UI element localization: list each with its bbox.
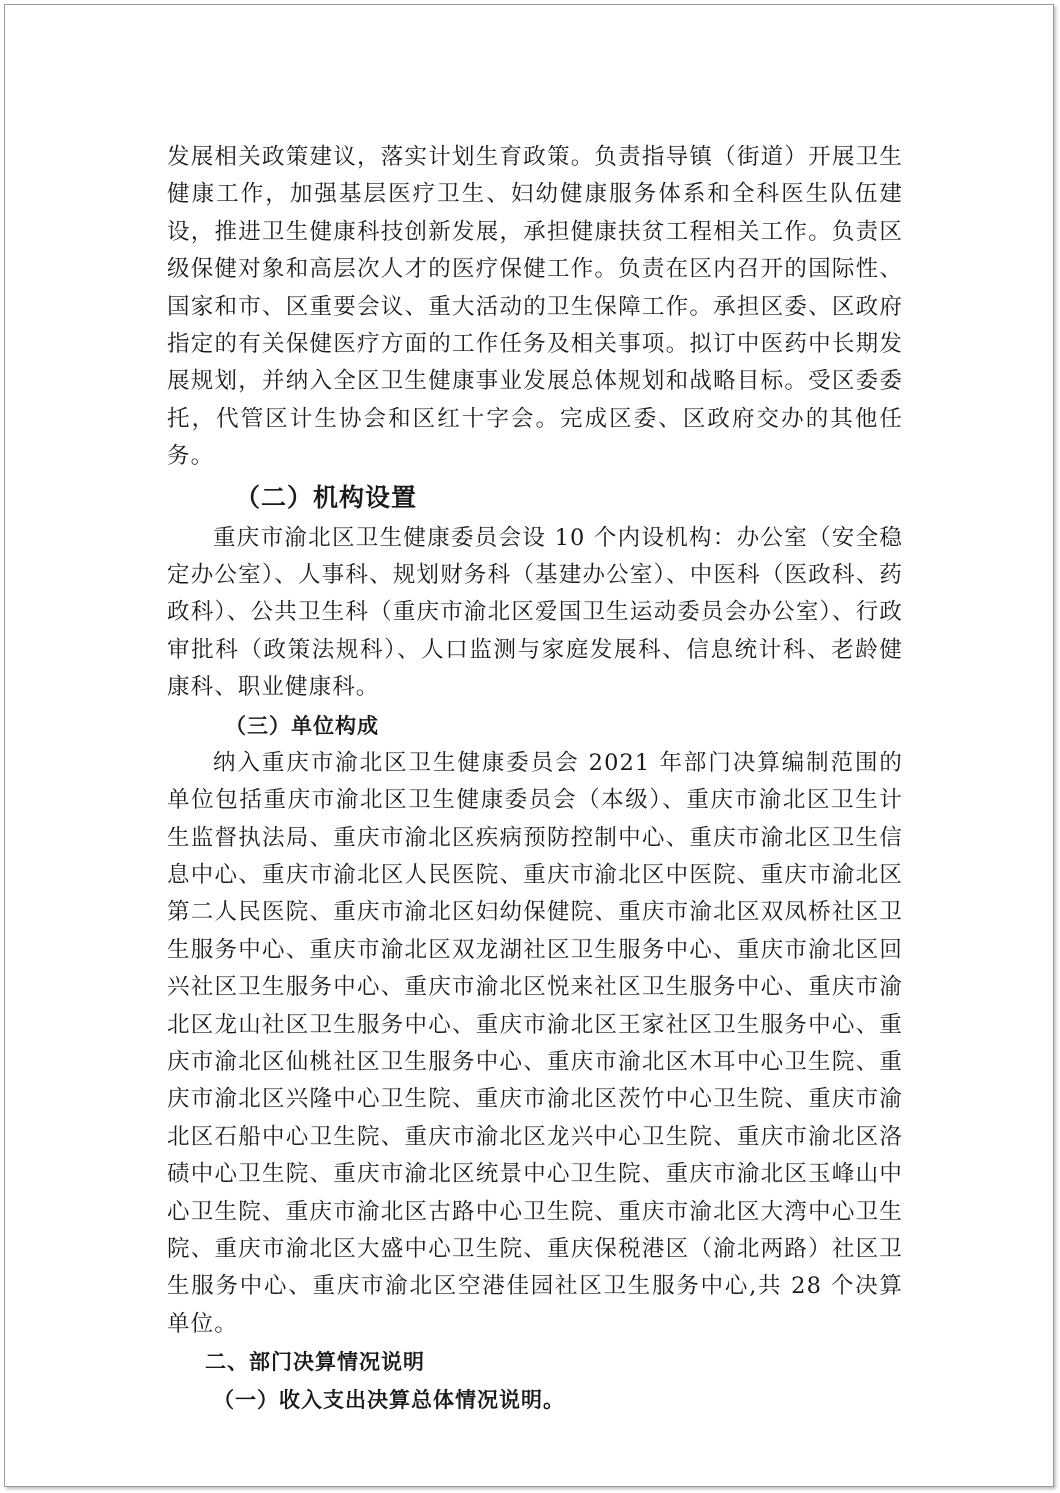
- heading-final-accounts-description: 二、部门决算情况说明: [205, 1350, 425, 1375]
- heading-unit-composition: （三）单位构成: [225, 713, 379, 738]
- paragraph-responsibilities: 发展相关政策建议，落实计划生育政策。负责指导镇（街道）开展卫生健康工作，加强基层医疗卫生、妇幼健康服务体系和全科医生队伍建设，推进卫生健康科技创新发展，承担健康扶贫工程相关工作。负责区级保健对象和高层次人才的医疗保健工作。负责在区内召开的国际性、国家和市、区重要会议、重大活动的卫生保障工作。承担区委、区政府指定的有关保健医疗方面的工作任务及相关事项。拟订中医药中长期发展规划，并纳入全区卫生健康事业发展总体规划和战略目标。受区委委托，代管区计生协会和区红十字会。完成区委、区政府交办的其他任务。: [167, 144, 903, 470]
- document-body: [167, 139, 903, 1419]
- heading-institution-setup: （二）机构设置: [235, 482, 418, 512]
- paragraph-unit-composition: 纳入重庆市渝北区卫生健康委员会 2021 年部门决算编制范围的单位包括重庆市渝北区卫生健康委员会（本级）、重庆市渝北区卫生计生监督执法局、重庆市渝北区疾病预防控制中心、重庆市渝北区卫生信息中心、重庆市渝北区人民医院、重庆市渝北区中医院、重庆市渝北区第二人民医院、重庆市渝北区妇幼保健院、重庆市渝北区双凤桥社区卫生服务中心、重庆市渝北区双龙湖社区卫生服务中心、重庆市渝北区回兴社区卫生服务中心、重庆市渝北区悦来社区卫生服务中心、重庆市渝北区龙山社区卫生服务中心、重庆市渝北区王家社区卫生服务中心、重庆市渝北区仙桃社区卫生服务中心、重庆市渝北区木耳中心卫生院、重庆市渝北区兴隆中心卫生院、重庆市渝北区茨竹中心卫生院、重庆市渝北区石船中心卫生院、重庆市渝北区龙兴中心卫生院、重庆市渝北区洛碛中心卫生院、重庆市渝北区统景中心卫生院、重庆市渝北区玉峰山中心卫生院、重庆市渝北区古路中心卫生院、重庆市渝北区大湾中心卫生院、重庆市渝北区大盛中心卫生院、重庆保税港区（渝北两路）社区卫生服务中心、重庆市渝北区空港佳园社区卫生服务中心,共 28 个决算单位。: [167, 749, 903, 1337]
- paragraph-institution-setup: 重庆市渝北区卫生健康委员会设 10 个内设机构：办公室（安全稳定办公室）、人事科、规划财务科（基建办公室）、中医科（医政科、药政科）、公共卫生科（重庆市渝北区爱国卫生运动委员会办公室）、行政审批科（政策法规科）、人口监测与家庭发展科、信息统计科、老龄健康科、职业健康科。: [167, 524, 903, 701]
- heading-income-expenditure-overview: （一）收入支出决算总体情况说明。: [213, 1388, 565, 1413]
- document-page: [4, 4, 1054, 1487]
